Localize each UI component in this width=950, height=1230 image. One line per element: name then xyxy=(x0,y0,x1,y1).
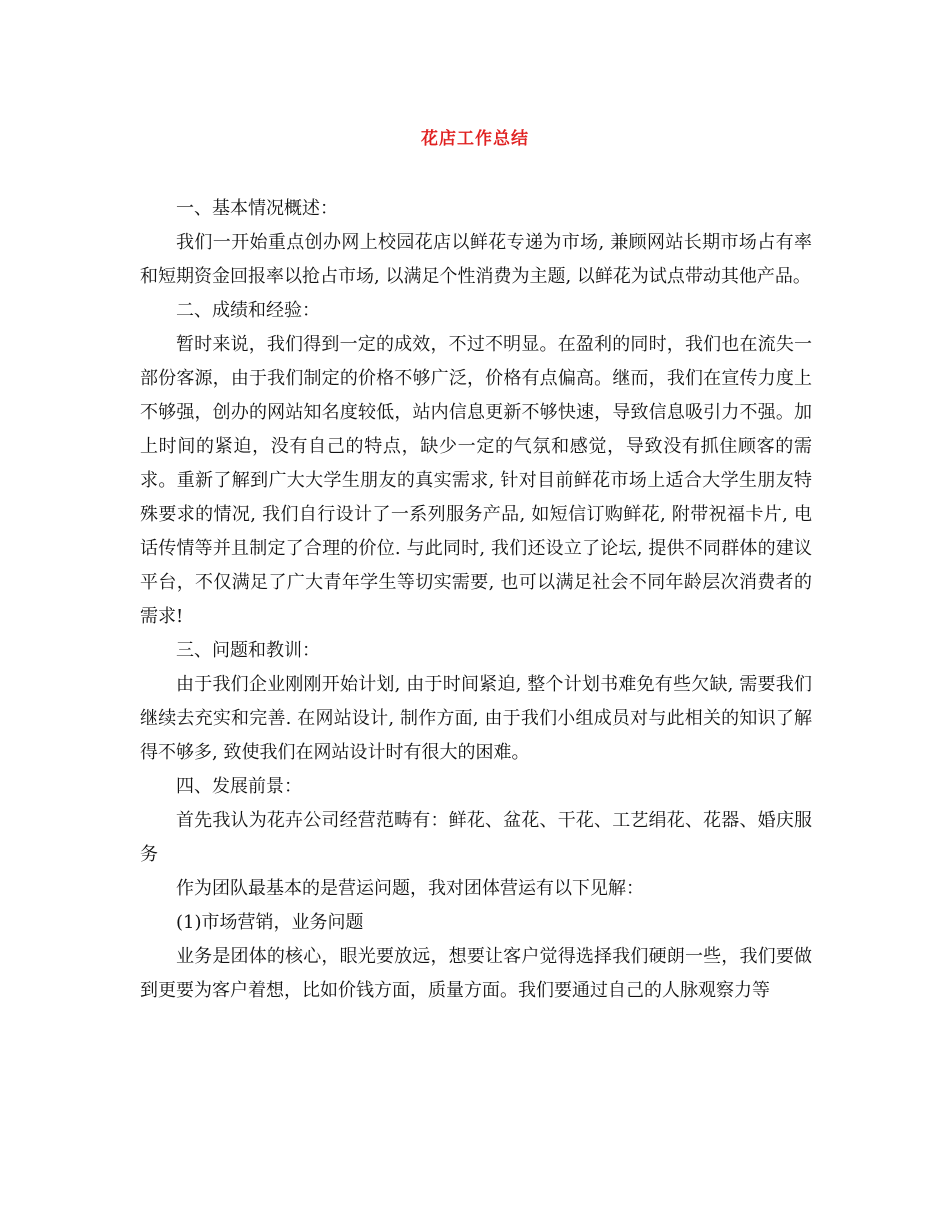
section-heading-overview: 一、基本情况概述： xyxy=(176,198,338,219)
section-heading-problems: 三、问题和教训： xyxy=(176,640,320,661)
paragraph-marketing: 业务是团体的核心，眼光要放远，想要让客户觉得选择我们硬朗一些，我们要做到更要为客户着想，比如价钱方面，质量方面。我们要通过自己的人脉观察力等 xyxy=(140,946,812,1001)
paragraph-operations-intro: 作为团队最基本的是营运问题，我对团体营运有以下见解： xyxy=(176,878,644,899)
paragraph-overview: 我们一开始重点创办网上校园花店以鲜花专递为市场, 兼顾网站长期市场占有率和短期资金回报率以抢占市场, 以满足个性消费为主题, 以鲜花为试点带动其他产品。 xyxy=(140,232,812,287)
paragraph-problems: 由于我们企业刚刚开始计划, 由于时间紧迫, 整个计划书难免有些欠缺, 需要我们继续去充实和完善. 在网站设计, 制作方面, 由于我们小组成员对与此相关的知识了解得不够多, 致使我们在网站设计时有很大的困难。 xyxy=(140,674,812,763)
section-heading-achievements: 二、成绩和经验： xyxy=(176,300,320,321)
document-title: 花店工作总结 xyxy=(421,129,529,149)
paragraph-business-scope: 首先我认为花卉公司经营范畴有：鲜花、盆花、干花、工艺绢花、花器、婚庆服务 xyxy=(140,810,812,865)
section-heading-prospects: 四、发展前景： xyxy=(176,776,302,797)
subheading-marketing: (1)市场营销，业务问题 xyxy=(176,912,364,933)
document-body xyxy=(140,192,812,1008)
paragraph-achievements: 暂时来说，我们得到一定的成效，不过不明显。在盈利的同时，我们也在流失一部份客源，由于我们制定的价格不够广泛，价格有点偏高。继而，我们在宣传力度上不够强，创办的网站知名度较低，站内信息更新不够快速，导致信息吸引力不强。加上时间的紧迫，没有自己的特点，缺少一定的气氛和感觉，导致没有抓住顾客的需求。重新了解到广大大学生朋友的真实需求, 针对目前鲜花市场上适合大学生朋友特殊要求的情况, 我们自行设计了一系列服务产品, 如短信订购鲜花, 附带祝福卡片, 电话传情等并且制定了合理的价位. 与此同时, 我们还设立了论坛, 提供不同群体的建议平台，不仅满足了广大青年学生等切实需要, 也可以满足社会不同年龄层次消费者的需求! xyxy=(140,334,812,627)
